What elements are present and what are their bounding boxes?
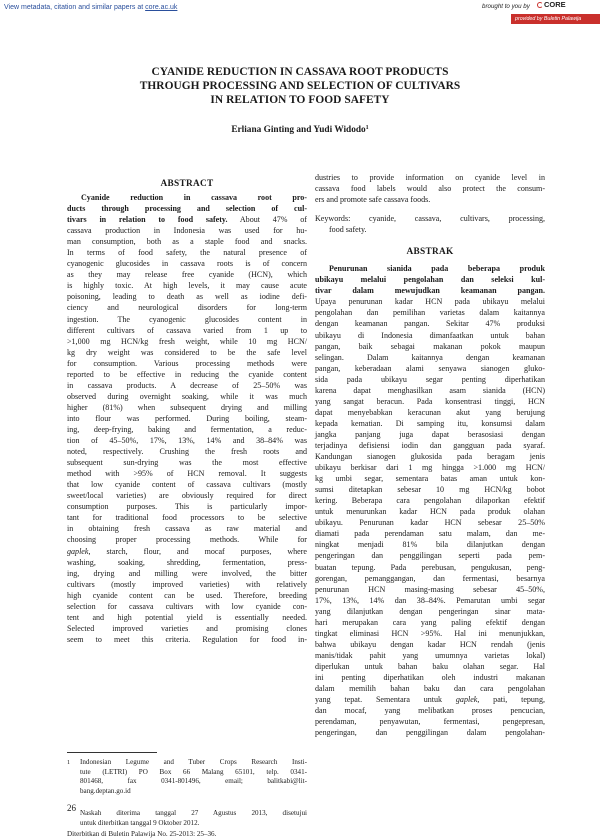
abstract-body-b [67,557,307,645]
right-column [315,172,545,738]
abstract-title-end: tivars in relation to food safety. [67,215,228,225]
paper-title [60,66,540,107]
left-column [67,178,307,645]
abstrak-line: pengeringan dan penggilingan seperti pada pem- [315,551,545,561]
abstract-line: that low cyanide content of cassava cultivars (mostly [67,480,307,490]
abstrak-line: ubikayu. Penurunan kadar HCN sebesar 25–50% [315,518,545,528]
abstract-line: sweet/local varieties) are obviously required for direct [67,491,307,501]
abstract-line: Selected improved varieties and promising clones [67,623,307,633]
abstract-continued-line: dustries to provide information on cyanide level in [315,173,545,182]
abstract-line: poisoning, leading to death as well as iodine defi- [67,292,307,302]
abstrak-line: ubikayu di Indonesia dimanfaatkan untuk bahan [315,330,545,340]
title-line: CYANIDE REDUCTION IN CASSAVA ROOT PRODUCTS [151,66,449,78]
abstract-line: man consumption, both as a staple food and snacks. [67,237,307,247]
abstrak-line: diperlukan untuk bahan baku olahan segar. Hal [315,661,545,671]
abstract-line: subsequent sun-drying was the most effective [67,458,307,468]
abstrak-line: perendaman, penyawutan, fermentasi, pengepresan, [315,717,545,727]
abstrak-line: gorengan, pemanggangan, dan fermentasi, besarnya [315,573,545,583]
abstract-line: cassava production in Indonesia was used for hu- [67,226,307,236]
abstract-line: observed during overnight soaking, while it was much [67,391,307,401]
keywords-line: food safety. [329,225,367,235]
abstrak-line: 17%, 13%, 14% dan 38–84%. Pemarutan umbi segar [315,595,545,605]
core-logo-text: CORE [544,0,566,9]
abstract-line: reported to be effective in reducing the cyanide content [67,369,307,379]
footnote-line: untuk diterbitkan tanggal 9 Oktober 2012. [80,818,200,827]
abstrak-line: terjadinya defisiensi iodin dan gangguan pada syaraf. [315,440,545,450]
abstrak-line: Kandungan sianogen glukosida pada beragam jenis [315,452,545,462]
footnote-line: tute (LETRI) PO Box 66 Malang 65101, telp. 0341- [80,767,307,776]
abstract-line: noted, respectively. Crushing the fresh roots and [67,447,307,457]
abstract-line: washing, soaking, shredding, fermentation, press- [67,557,307,567]
abstrak-line: manis/tidak pahit yang umumnya varietas lokal) [315,650,545,660]
abstract-title-line: ducts through processing and selection of cul- [67,204,307,214]
footnote-published-line: Diterbitkan di Buletin Palawija No. 25-2013: 25–36. [67,830,217,838]
abstract-line: tent and high potential yield is essentially needed. [67,612,307,622]
abstract-gaplek-line [67,546,307,557]
abstract-line: in cassava products. A decrease of 25–50% was [67,380,307,390]
gaplek-term-id: gaplek [455,695,478,705]
abstrak-line: kepada kematian. Di samping itu, konsumsi dalam [315,418,545,428]
abstrak-line: dan mocaf, yang melibatkan proses pencucian, [315,706,545,716]
footnote-received [80,809,307,828]
abstract-body-a [67,225,307,545]
abstrak-line: jangka panjang juga dapat berasosiasi dengan [315,429,545,439]
abstract-text-start: About 47% of [227,215,307,225]
abstract-line: higher (81%) when subsequent drying and milling [67,402,307,412]
abstract-line: In terms of food safety, the natural presence of [67,248,307,258]
abstrak-body-b [315,705,545,738]
abstract-line: cultivars (mostly improved varieties) with relatively [67,579,307,589]
footnote-line: 801468, fax 0341-801496, email; balitkabi@lit- [80,777,307,786]
abstract-line: seem to meet this criteria. Regulation for food in- [67,634,307,644]
abstrak-line: karena dapat menghasilkan asam sianida (HCN) [315,385,545,395]
abstract-continued-line: cassava food labels would also protect the consum- [315,184,545,194]
view-metadata-link[interactable] [4,4,177,11]
abstract-line: tant for traditional food processors to be selective [67,513,307,523]
view-metadata-text: View metadata, citation and similar papers at [4,4,146,11]
gaplek-line-rest: , starch, flour, and mocaf purposes, where [88,546,307,556]
footnote-institution [80,758,307,796]
abstrak-title-line: ubikayu melalui pengolahan dan seleksi kul- [315,275,545,285]
author-footnote-mark: 1 [365,125,369,131]
abstrak-line: pangan, baik sebagai makanan pokok maupun [315,341,545,351]
abstract-continued-line: ers and promote safe cassava foods. [315,195,431,205]
footnote-line: Indonesian Legume and Tuber Crops Research Insti- [80,758,307,766]
abstract-line: method with >95% of HCN removal. It suggests [67,469,307,479]
provided-by-badge[interactable]: provided by Buletin Palawija [511,14,600,24]
core-ac-uk-link[interactable]: core.ac.uk [145,4,178,11]
abstrak-line: dalam memilih bahan baku dan cara pengolahan [315,684,545,694]
authors [150,125,450,135]
abstract-line: ing, drying and milling were involved, the bitter [67,568,307,578]
abstrak-heading: ABSTRAK [406,247,454,258]
abstract-line: kg dry weight was considered to be the safe level [67,347,307,357]
abstract-line: different cultivars of cassava varied from 1 up to [67,325,307,335]
abstrak-line: dengan keamanan pangan. Sekitar 47% produksi [315,319,545,329]
abstrak-line: kering. Beberapa cara pengolahan dilaporkan efektif [315,496,545,506]
footnote-number: 1 [67,759,71,766]
gaplek-term: gaplek [67,546,89,556]
abstract-line: choosing proper processing methods. While for [67,535,307,545]
core-banner [0,0,600,22]
abstract-line: ing, deep-frying, baking and fermentation, a reduc- [67,424,307,434]
title-line: IN RELATION TO FOOD SAFETY [210,93,390,106]
abstrak-line: pangan, keberadaan alami senyawa sianogen gluko- [315,363,545,373]
abstrak-line: diamati pada perendaman satu malam, dan me- [315,529,545,539]
title-line: THROUGH PROCESSING AND SELECTION OF CULTIVARS [139,79,461,92]
abstrak-line: penurunan HCN masing-masing sebesar 45–50%, [315,584,545,594]
abstrak-line: hari merupakan cara yang paling efektif dengan [315,617,545,627]
footnote-rule [67,752,157,753]
abstract-title-line: Cyanide reduction in cassava root pro- [81,193,307,202]
abstrak-line: sida pada ubikayu segar penting diperhatikan [315,374,545,384]
abstrak-line: yang dilanjutkan dengan pengeringan sinar mata- [315,606,545,616]
brought-to-you-by: brought to you by [482,3,530,10]
abstrak-line: yang sangat beracun. Pada konsentrasi tinggi, HCN [315,396,545,406]
abstrak-title-line: tivar dalam mewujudkan keamanan pangan. [315,286,545,296]
author-names: Erliana Ginting and Yudi Widodo [231,125,366,135]
core-logo-icon [537,2,543,8]
abstract-line: selection for cassava cultivars with low cyanide con- [67,601,307,611]
abstrak-line: pengeringan, dan penggilingan dalam pengolahan- [315,728,545,738]
abstrak-line: bahwa ubikayu dengan kadar HCN rendah (jenis [315,639,545,649]
abstract-line: into flour was performed. During boiling, steam- [67,413,307,423]
abstract-mixed-line [67,214,307,225]
abstrak-gaplek-rest: , pati, tepung, [477,695,545,705]
abstrak-title-line: Penurunan sianida pada beberapa produk [329,264,545,274]
abstract-line: cyanogenic glucosides in cassava roots is of concern [67,259,307,269]
abstrak-line: buatan tepung. Pada perebusan, pengukusan, peng- [315,562,545,572]
abstract-line: is highly toxic. At high levels, it may cause acute [67,281,307,291]
abstract-line: ciency and neurological disorders for long-term [67,303,307,313]
abstrak-body-a [315,296,545,694]
abstrak-line: pengolahan dan pemilihan varietas dalam kaitannya [315,308,545,318]
abstrak-line: ningkat menjadi 81% bila dilanjutkan dengan [315,540,545,550]
abstrak-line: tingkat eliminasi HCN >95%. Hal ini menunjukkan, [315,628,545,638]
abstrak-line: untuk menurunkan kadar HCN pada produk olahan [315,507,545,517]
page-number: 26 [67,803,76,813]
footnote-line: bang.deptan.go.id [80,786,131,795]
keywords-line: Keywords: cyanide, cassava, cultivars, processing, [315,214,545,224]
abstract-line: as they may release free cyanide (HCN), which [67,270,307,280]
abstrak-line: ubikayu berkisar dari 1 mg hingga >1.000 mg HCN/ [315,463,545,473]
abstrak-line: ini penting diperhatikan oleh industri makanan [315,672,545,682]
abstract-line: >1,000 mg HCN/kg fresh weight, while 10 mg HCN/ [67,336,307,346]
abstrak-last-a: yang tepat. Sementara untuk [315,695,443,705]
abstrak-line: sumsi ditetapkan sebesar 10 mg HCN/kg bobot [315,485,545,495]
abstrak-line: kg umbi segar, sementara batas aman untuk kon- [315,474,545,484]
abstract-line: ingestion. The cyanogenic glucosides content in [67,314,307,324]
abstract-line: high cyanide content can be used. Therefore, breeding [67,590,307,600]
abstract-line: in obtaining fresh cassava as raw material and [67,524,307,534]
abstrak-line: Upaya penurunan kadar HCN pada ubikayu melalui [315,297,545,307]
abstract-line: consumption purposes. This is particularly impor- [67,502,307,512]
abstract-line: tion of 45–50%, 17%, 13%, 14% and 38–84% was [67,436,307,446]
abstract-line: for consumption. Various processing methods were [67,358,307,368]
footnote-published [67,830,307,840]
abstrak-line: dapat menyebabkan keracunan akut yang berujung [315,407,545,417]
abstract-heading: ABSTRACT [160,179,214,189]
core-logo[interactable] [537,0,566,9]
footnote-line: Naskah diterima tanggal 27 Agustus 2013, disetujui [80,809,307,817]
abstrak-gaplek-line [315,694,545,705]
abstrak-line: selingan. Dalam kaitannya dengan keamanan [315,352,545,362]
